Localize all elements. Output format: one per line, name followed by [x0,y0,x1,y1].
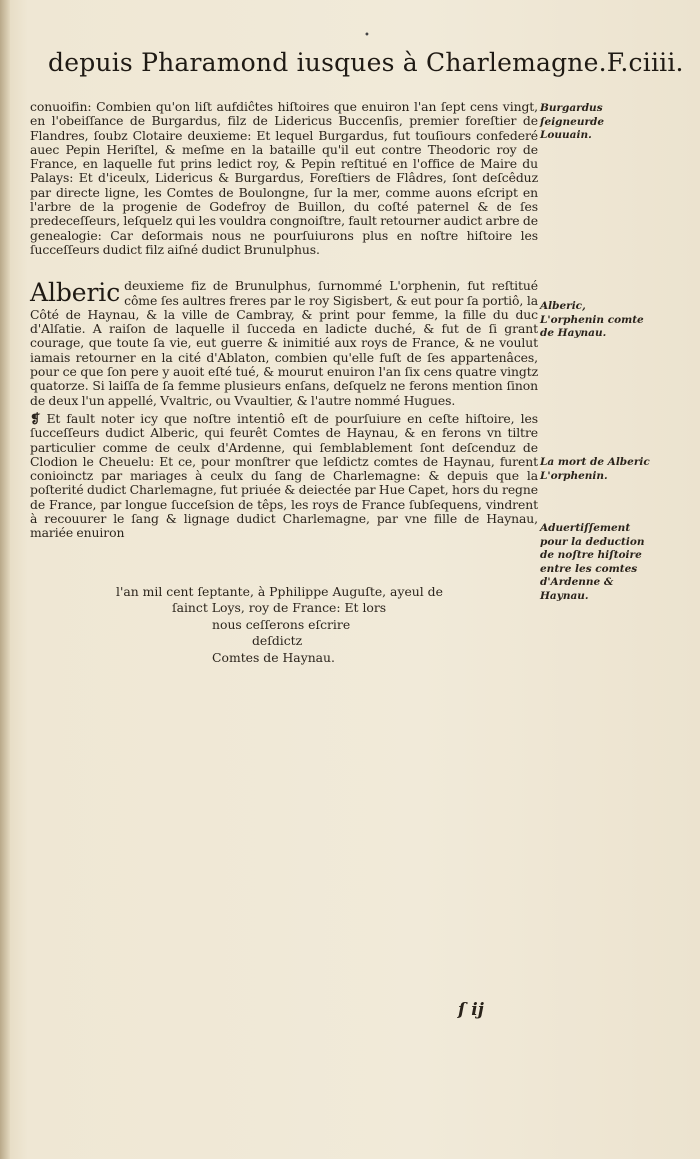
signature-mark: ſ ij [458,1000,484,1020]
running-title: depuis Pharamond iusques à Charlemagne.F.ciiii. [48,48,684,77]
tail-line-2: ſainct Loys, roy de France: Et lors [172,600,387,616]
paragraph-mark: ❡ [30,410,41,426]
tail-line-5: Comtes de Haynau. [212,649,335,665]
tail-line-4: deſdictz [252,633,303,649]
top-ornament: • [364,30,370,41]
paragraph-1: conuoifin: Combien qu'on liſt aufdiĉtes hiſtoires que enuiron l'an ſept cens vingt, en l'obeiſſance de Burgardus, filz de Lidericus Buccenſis, premier foreſtier de Flandres, ſoubz Clotaire deuxieme: Et lequel Burgardus, fut touſiours confederé auec Pepin Heriſtel, & meſme en la bataille qu'il eut contre Theodoric roy de France, en laquelle fut prins ledict roy, & Pepin reſtitué en l'office de Maire du Palays: Et d'iceulx, Lidericus & Burgardus, Foreſtiers de Flâdres, ſont deſcêduz par directe ligne, les Comtes de Boulongne, ſur la mer, comme auons eſcript en l'arbre de la progenie de Godefroy de Buillon, du coſté paternel & de ſes predeceſſeurs, leſquelz qui les vouldra congnoiſtre, fault retourner audict arbre de genealogie: Car deſormais nous ne pourſuiurons plus en noſtre hiſtoire les ſucceſſeurs dudict filz aiſné dudict Brunulphus. [30,99,538,257]
page-binding-edge [0,0,10,1159]
margin-note-advertissement: Aduertiſſement pour la deduction de noſtre hiſtoire entre les comtes d'Ardenne & Haynau. [540,522,645,602]
tail-line-3: nous ceſſerons eſcrire [212,616,351,632]
paragraph-3-text: Et fault noter icy que noſtre intentiô eſt de pourſuiure en ceſte hiſtoire, les ſucceſſeurs dudict Alberic, qui feurêt Comtes de Haynau, & en ferons vn tiltre particulier comme de ceulx d'Ardenne, qui ſemblablement ſont deſcenduz de Clodion le Cheuelu: Et ce, pour monſtrer que leſdictz comtes de Haynau, furent conioinctz par mariages à ceulx du ſang de Charlemagne: & depuis que la poſterité dudict Charlemagne, fut priuée & deiectée par Hue Capet, hors du regne de France, par longue ſucceſsion de têps, les roys de France ſubſequens, vindrent à recouurer le ſang & lignage dudict Charlemagne, par vne fille de Haynau, mariée enuiron [30,410,538,541]
paragraph-3 [30,412,538,541]
main-text-block [30,100,538,541]
margin-note-alberic: Alberic, L'orphenin comte de Haynau. [540,300,644,339]
tapered-conclusion [116,584,496,666]
tail-line-1: l'an mil cent ſeptante, à Pphilippe Auguſte, ayeul de [116,584,443,599]
paragraph-2-text: deuxieme fiz de Brunulphus, ſurnommé L'orphenin, fut reſtitué côme ſes aultres freres par le roy Sigisbert, & eut pour ſa portiô, la Côté de Haynau, & la ville de Cambray, & print pour femme, la fille du duc d'Alſatie. A raiſon de laquelle il ſucceda en ladicte duché, & fut de ſi grant courage, que toute ſa vie, eut guerre & inimitié aux roys de France, & ne voulut iamais retourner en la cité d'Ablaton, combien qu'elle fuſt de ſes appartenâces, pour ce que ſon pere y auoit eſté tué, & mourut enuiron l'an ſix cens quatre vingtz quatorze. Si laiſſa de ſa femme plusieurs enſans, deſquelz ne ferons mention ſinon de deux l'un appellé, Vvaltric, ou Vvaultier, & l'autre nommé Hugues. [30,278,538,408]
paragraph-2 [30,279,538,408]
initial-word: Alberic [30,278,121,308]
margin-note-burgardus: Burgardus ſeigneurde Louuain. [540,102,605,141]
margin-note-death: La mort de Alberic L'orphenin. [540,456,650,482]
